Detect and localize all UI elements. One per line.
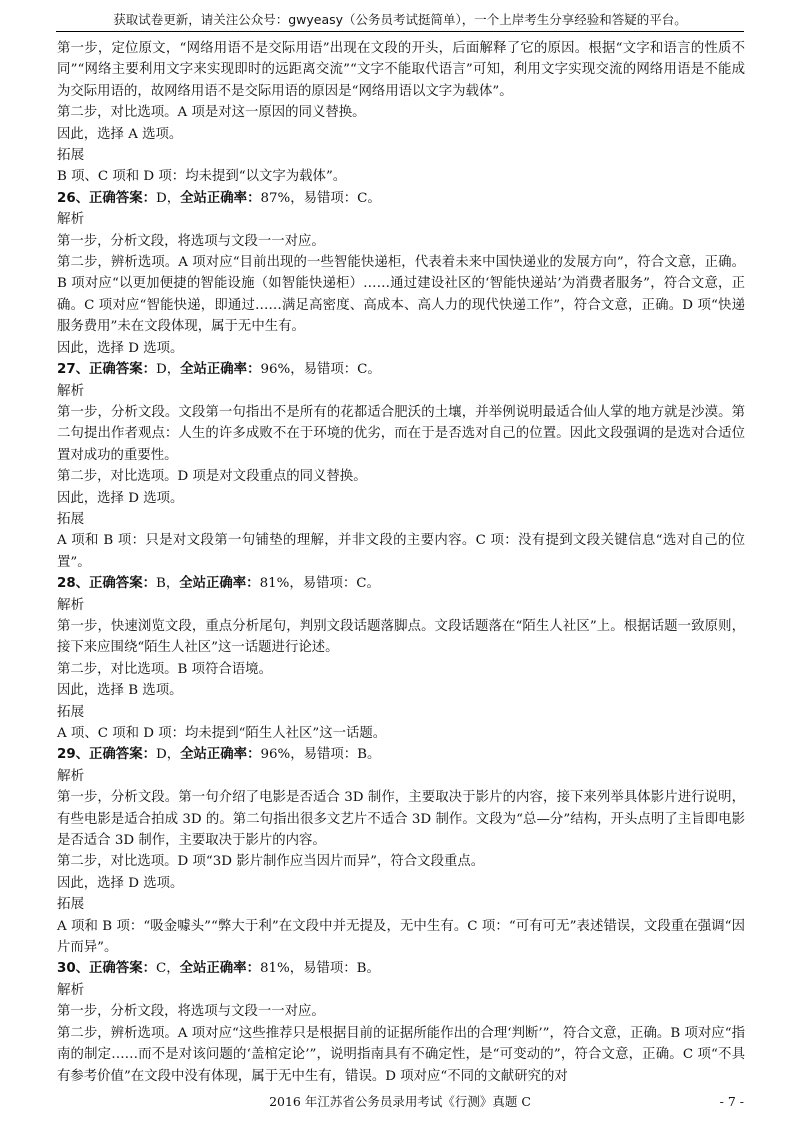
paragraph: 因此，选择 B 选项。	[57, 683, 183, 699]
page-header	[0, 12, 800, 28]
section-heading: 拓展	[57, 896, 85, 913]
accuracy-label: 全站正确率：	[179, 961, 260, 977]
common-error: 易错项：B。	[303, 961, 380, 977]
section-heading: 解析	[57, 211, 85, 228]
section-heading: 拓展	[57, 147, 85, 164]
paragraph: 第一步，分析文段。文段第一句指出不是所有的花都适合肥沃的土壤，并举例说明最适合仙人掌的地方就是沙漠。第二句提出作者观点：人生的许多成败不在于环境的优劣，而在于是否选对自己的位置。因此文段强调的是选对合适位置对成功的重要性。	[57, 404, 745, 463]
answer-label: 正确答案：	[89, 190, 156, 206]
section-heading: 解析	[57, 767, 85, 784]
document-body	[57, 38, 745, 1087]
answer-value: D，	[155, 747, 181, 763]
footer-title: 2016 年江苏省公务员录用考试《行测》真题 C	[269, 1094, 531, 1109]
section-heading: 拓展	[57, 703, 85, 720]
answer-value: C，	[155, 961, 180, 977]
paragraph: 因此，选择 D 选项。	[57, 490, 184, 506]
paragraph: 第二步，辨析选项。A 项对应“目前出现的一些智能快递柜，代表着未来中国快递业的发展方向”，符合文意，正确。B 项对应“以更加便捷的智能设施（如智能快递柜）……通过建设社区的‘智能快递站’为消费者服务”，符合文意，正确。C 项对应“智能快递，即通过……满足高密度、高成本、高人力的现代快递工作”，符合文意，正确。D 项“快递服务费用”未在文段体现，属于无中生有。	[57, 255, 745, 335]
accuracy-value: 81%，	[259, 961, 304, 977]
answer-value: B，	[155, 576, 180, 592]
accuracy-value: 96%，	[260, 747, 304, 763]
answer-label: 正确答案：	[89, 576, 156, 592]
accuracy-label: 全站正确率：	[179, 576, 260, 592]
accuracy-label: 全站正确率：	[180, 190, 261, 206]
answer-label: 正确答案：	[89, 747, 156, 763]
paragraph: 因此，选择 D 选项。	[57, 340, 184, 356]
header-divider	[56, 31, 744, 32]
section-heading: 解析	[57, 981, 85, 998]
question-number: 28、	[57, 576, 90, 592]
paragraph: A 项和 B 项：“吸金噱头”“弊大于利”在文段中并无提及，无中生有。C 项：“可有可无”表述错误，文段重在强调“因片而异”。	[57, 918, 745, 956]
paragraph: 因此，选择 A 选项。	[57, 126, 183, 142]
common-error: 易错项：B。	[303, 747, 381, 763]
answer-label: 正确答案：	[89, 362, 156, 378]
paragraph: 因此，选择 D 选项。	[57, 875, 184, 891]
answer-value: D，	[155, 362, 181, 378]
common-error: 易错项：C。	[303, 190, 381, 206]
answer-line	[57, 359, 745, 380]
section-heading: 解析	[57, 382, 85, 399]
paragraph: 第二步，对比选项。D 项“3D 影片制作应当因片而异”，符合文段重点。	[57, 854, 485, 870]
paragraph: 第二步，辨析选项。A 项对应“这些推荐只是根据目前的证据所能作出的合理‘判断’”，符合文意，正确。B 项对应“指南的制定……而不是对该问题的‘盖棺定论’”，说明指南具有不确定性，是“可变动的”，符合文意，正确。C 项“不具有参考价值”在文段中没有体现，属于无中生有，错误。D 项对应“不同的文献研究的对	[57, 1025, 745, 1084]
accuracy-label: 全站正确率：	[180, 747, 261, 763]
section-heading: 拓展	[57, 510, 85, 527]
paragraph: B 项、C 项和 D 项：均未提到“以文字为载体”。	[57, 169, 347, 185]
paragraph: A 项和 B 项：只是对文段第一句铺垫的理解，并非文段的主要内容。C 项：没有提到文段关键信息“选对自己的位置”。	[57, 533, 745, 570]
question-number: 30、	[57, 961, 90, 977]
accuracy-value: 96%，	[260, 362, 304, 378]
answer-line	[57, 958, 745, 979]
answer-value: D，	[155, 190, 181, 206]
answer-line	[57, 188, 745, 209]
accuracy-label: 全站正确率：	[180, 362, 261, 378]
answer-line	[57, 744, 745, 765]
page-number: - 7 -	[719, 1094, 744, 1109]
common-error: 易错项：C。	[303, 362, 381, 378]
section-heading: 解析	[57, 596, 85, 613]
question-number: 26、	[57, 190, 90, 206]
paragraph: 第一步，分析文段，将选项与文段一一对应。	[57, 233, 325, 249]
paragraph: 第一步，分析文段。第一句介绍了电影是否适合 3D 制作，主要取决于影片的内容，接下来列举具体影片进行说明，有些电影是适合拍成 3D 的。第二句指出很多文艺片不适合 3D 制作。文段为“总—分”结构，开头点明了主旨即电影是否适合 3D 制作，主要取决于影片的内容。	[57, 790, 745, 849]
paragraph: 第一步，分析文段，将选项与文段一一对应。	[57, 1004, 325, 1020]
question-number: 29、	[57, 747, 90, 763]
paragraph: 第二步，对比选项。D 项是对文段重点的同义替换。	[57, 469, 367, 485]
question-number: 27、	[57, 362, 90, 378]
answer-line	[57, 573, 745, 594]
paragraph: 第二步，对比选项。A 项是对这一原因的同义替换。	[57, 105, 366, 121]
paragraph: 第一步，快速浏览文段，重点分析尾句，判别文段话题落脚点。文段话题落在“陌生人社区”上。根据话题一致原则，接下来应围绕“陌生人社区”这一话题进行论述。	[57, 618, 745, 656]
paragraph: 第一步，定位原文，“网络用语不是交际用语”出现在文段的开头，后面解释了它的原因。根据“文字和语言的性质不同”“网络主要利用文字来实现即时的远距离交流”“文字不能取代语言”可知，利用文字实现交流的网络用语是不能成为交际用语的，故网络用语不是交际用语的原因是“网络用语以文字为载体”。	[57, 41, 745, 99]
paragraph: 第二步，对比选项。B 项符合语境。	[57, 661, 272, 677]
paragraph: A 项、C 项和 D 项：均未提到“陌生人社区”这一话题。	[57, 726, 387, 741]
page-footer	[56, 1093, 744, 1111]
accuracy-value: 81%，	[259, 576, 303, 592]
answer-label: 正确答案：	[89, 961, 156, 977]
accuracy-value: 87%，	[260, 190, 304, 206]
common-error: 易错项：C。	[302, 576, 380, 592]
header-notice: 获取试卷更新，请关注公众号：gwyeasy（公务员考试挺简单），一个上岸考生分享经验和答疑的平台。	[113, 12, 687, 27]
